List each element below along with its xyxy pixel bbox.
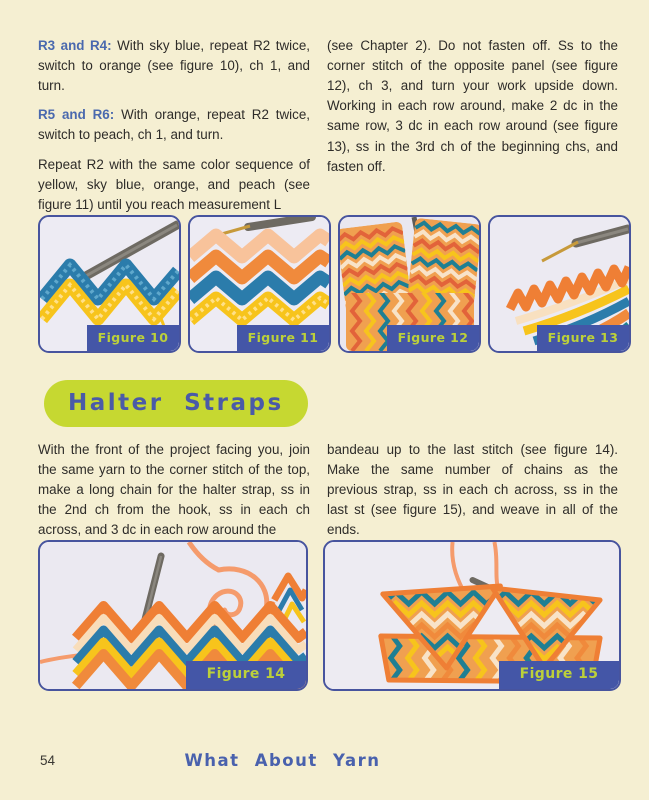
page-number: 54: [40, 753, 56, 768]
figure-10: [38, 215, 181, 353]
section-title: Halter Straps: [68, 390, 284, 416]
section-heading-pill: [44, 380, 308, 427]
figure-row-2: [38, 540, 621, 691]
section-right-column: [327, 440, 618, 550]
row-text-r5-r6: With orange, repeat R2 twice, switch to peach, ch 1, and turn.: [38, 107, 310, 143]
figure-14: [38, 540, 308, 691]
paragraph-halter-left: With the front of the project facing you, join the same yarn to the corner stitch of the top, make a long chain for the halter strap, ss in the 2nd ch from the hook, ss in each ch across, and 3 dc in each row around the: [38, 442, 310, 538]
section-left-column: [38, 440, 310, 550]
figure-12: [338, 215, 481, 353]
top-left-column: [38, 36, 310, 224]
figure-13-caption: Figure 13: [537, 325, 629, 351]
section-instructions: [38, 440, 618, 550]
paragraph-repeat: Repeat R2 with the same color sequence of yellow, sky blue, orange, and peach (see figure 11) until you reach measurement L: [38, 156, 310, 212]
figure-14-caption: Figure 14: [186, 661, 306, 689]
figure-13: [488, 215, 631, 353]
paragraph-r5-r6: [38, 105, 310, 145]
figure-11: [188, 215, 331, 353]
figure-10-caption: Figure 10: [87, 325, 179, 351]
figure-12-caption: Figure 12: [387, 325, 479, 351]
figure-11-caption: Figure 11: [237, 325, 329, 351]
figure-15: [323, 540, 621, 691]
running-footer-title: What About Yarn: [184, 751, 381, 770]
paragraph-halter-right: bandeau up to the last stitch (see figure 14). Make the same number of chains as the previous strap, ss in each ch across, ss in the last st (see figure 15), and weave in all of the ends.: [327, 442, 618, 538]
row-text-r3-r4: With sky blue, repeat R2 twice, switch to orange (see figure 10), ch 1, and turn.: [38, 38, 310, 94]
paragraph-continuation: (see Chapter 2). Do not fasten off. Ss to the corner stitch of the opposite panel (see figure 12), ch 3, and turn your work upside down. Working in each row around, make 2 dc in the same row, 3 dc in each row around (see figure 13), ss in the 3rd ch of the beginning chs, and fasten off.: [327, 38, 618, 174]
row-label-r5-r6: R5 and R6:: [38, 107, 115, 123]
row-label-r3-r4: R3 and R4:: [38, 38, 112, 53]
figure-15-caption: Figure 15: [499, 661, 619, 689]
top-instructions: [38, 36, 618, 224]
top-right-column: [327, 36, 618, 224]
paragraph-r3-r4: [38, 36, 310, 96]
figure-row-1: [38, 215, 631, 353]
